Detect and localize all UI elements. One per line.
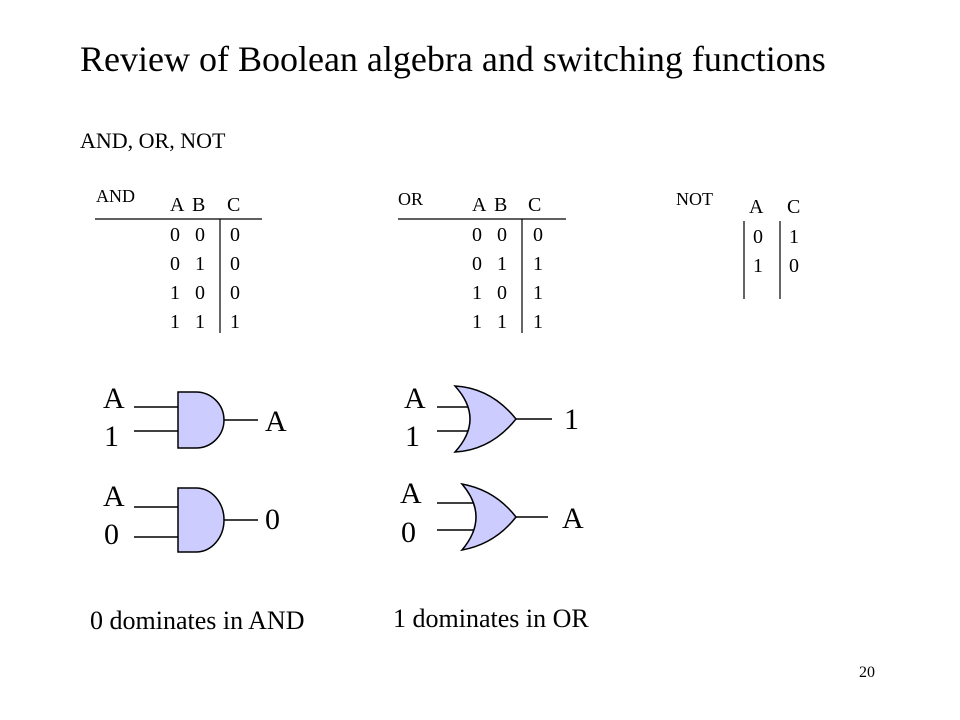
or-gate-one-input2-label: 1 (405, 420, 420, 453)
not-table-label: NOT (676, 189, 713, 209)
and-gate-zero-symbol (178, 488, 224, 552)
or-header-c: C (528, 194, 542, 216)
or-dominance-caption: 1 dominates in OR (393, 604, 589, 633)
and-r2-a: 1 (170, 282, 180, 304)
and-gate-zero-group (134, 488, 258, 552)
or-r0-a: 0 (472, 224, 482, 246)
or-table-rules (398, 219, 566, 333)
and-table-rules (95, 219, 262, 333)
and-table-label: AND (96, 186, 135, 206)
or-table-label: OR (398, 189, 424, 209)
not-r0-c: 1 (789, 226, 799, 248)
and-r3-b: 1 (195, 311, 205, 333)
or-r3-a: 1 (472, 311, 482, 333)
not-r0-a: 0 (753, 226, 763, 248)
and-gate-one-symbol (178, 392, 224, 448)
or-gate-zero-group (437, 484, 548, 550)
and-r1-b: 1 (195, 253, 205, 275)
or-r3-c: 1 (533, 311, 543, 333)
not-header-a: A (749, 196, 764, 218)
or-gate-zero-input1-label: A (400, 477, 422, 510)
and-header-c: C (227, 194, 241, 216)
and-gate-zero-output-label: 0 (265, 503, 280, 536)
and-r0-a: 0 (170, 224, 180, 246)
or-r2-a: 1 (472, 282, 482, 304)
and-r1-c: 0 (230, 253, 240, 275)
or-gate-one-group (437, 386, 552, 452)
and-r1-a: 0 (170, 253, 180, 275)
or-r1-a: 0 (472, 253, 482, 275)
and-gate-one-input1-label: A (103, 382, 125, 415)
and-dominance-caption: 0 dominates in AND (90, 606, 305, 635)
or-gate-zero-symbol (462, 484, 516, 550)
and-r2-b: 0 (195, 282, 205, 304)
and-gate-one-output-label: A (265, 405, 287, 438)
page-number: 20 (859, 664, 875, 681)
or-gate-zero-input2-label: 0 (401, 516, 416, 549)
not-header-c: C (787, 196, 801, 218)
or-gate-one-symbol (455, 386, 516, 452)
or-gate-one-input1-label: A (404, 382, 426, 415)
or-r2-c: 1 (533, 282, 543, 304)
and-r0-b: 0 (195, 224, 205, 246)
or-r2-b: 0 (497, 282, 507, 304)
or-header-b: B (494, 194, 508, 216)
and-r2-c: 0 (230, 282, 240, 304)
and-r0-c: 0 (230, 224, 240, 246)
or-r0-c: 0 (533, 224, 543, 246)
slide-title: Review of Boolean algebra and switching functions (80, 39, 826, 79)
and-gate-zero-input2-label: 0 (104, 518, 119, 551)
and-header-b: B (192, 194, 206, 216)
and-header-a: A (170, 194, 185, 216)
and-gate-one-group (134, 392, 258, 448)
or-gate-zero-output-label: A (562, 502, 584, 535)
or-header-a: A (472, 194, 487, 216)
not-table-rules (744, 221, 780, 299)
slide-subtitle: AND, OR, NOT (80, 128, 226, 153)
and-gate-one-input2-label: 1 (104, 420, 119, 453)
or-r3-b: 1 (497, 311, 507, 333)
and-r3-c: 1 (230, 311, 240, 333)
not-r1-a: 1 (753, 255, 763, 277)
or-r1-c: 1 (533, 253, 543, 275)
or-r1-b: 1 (497, 253, 507, 275)
and-gate-zero-input1-label: A (103, 480, 125, 513)
or-r0-b: 0 (497, 224, 507, 246)
not-r1-c: 0 (789, 255, 799, 277)
or-gate-one-output-label: 1 (564, 403, 579, 436)
and-r3-a: 1 (170, 311, 180, 333)
